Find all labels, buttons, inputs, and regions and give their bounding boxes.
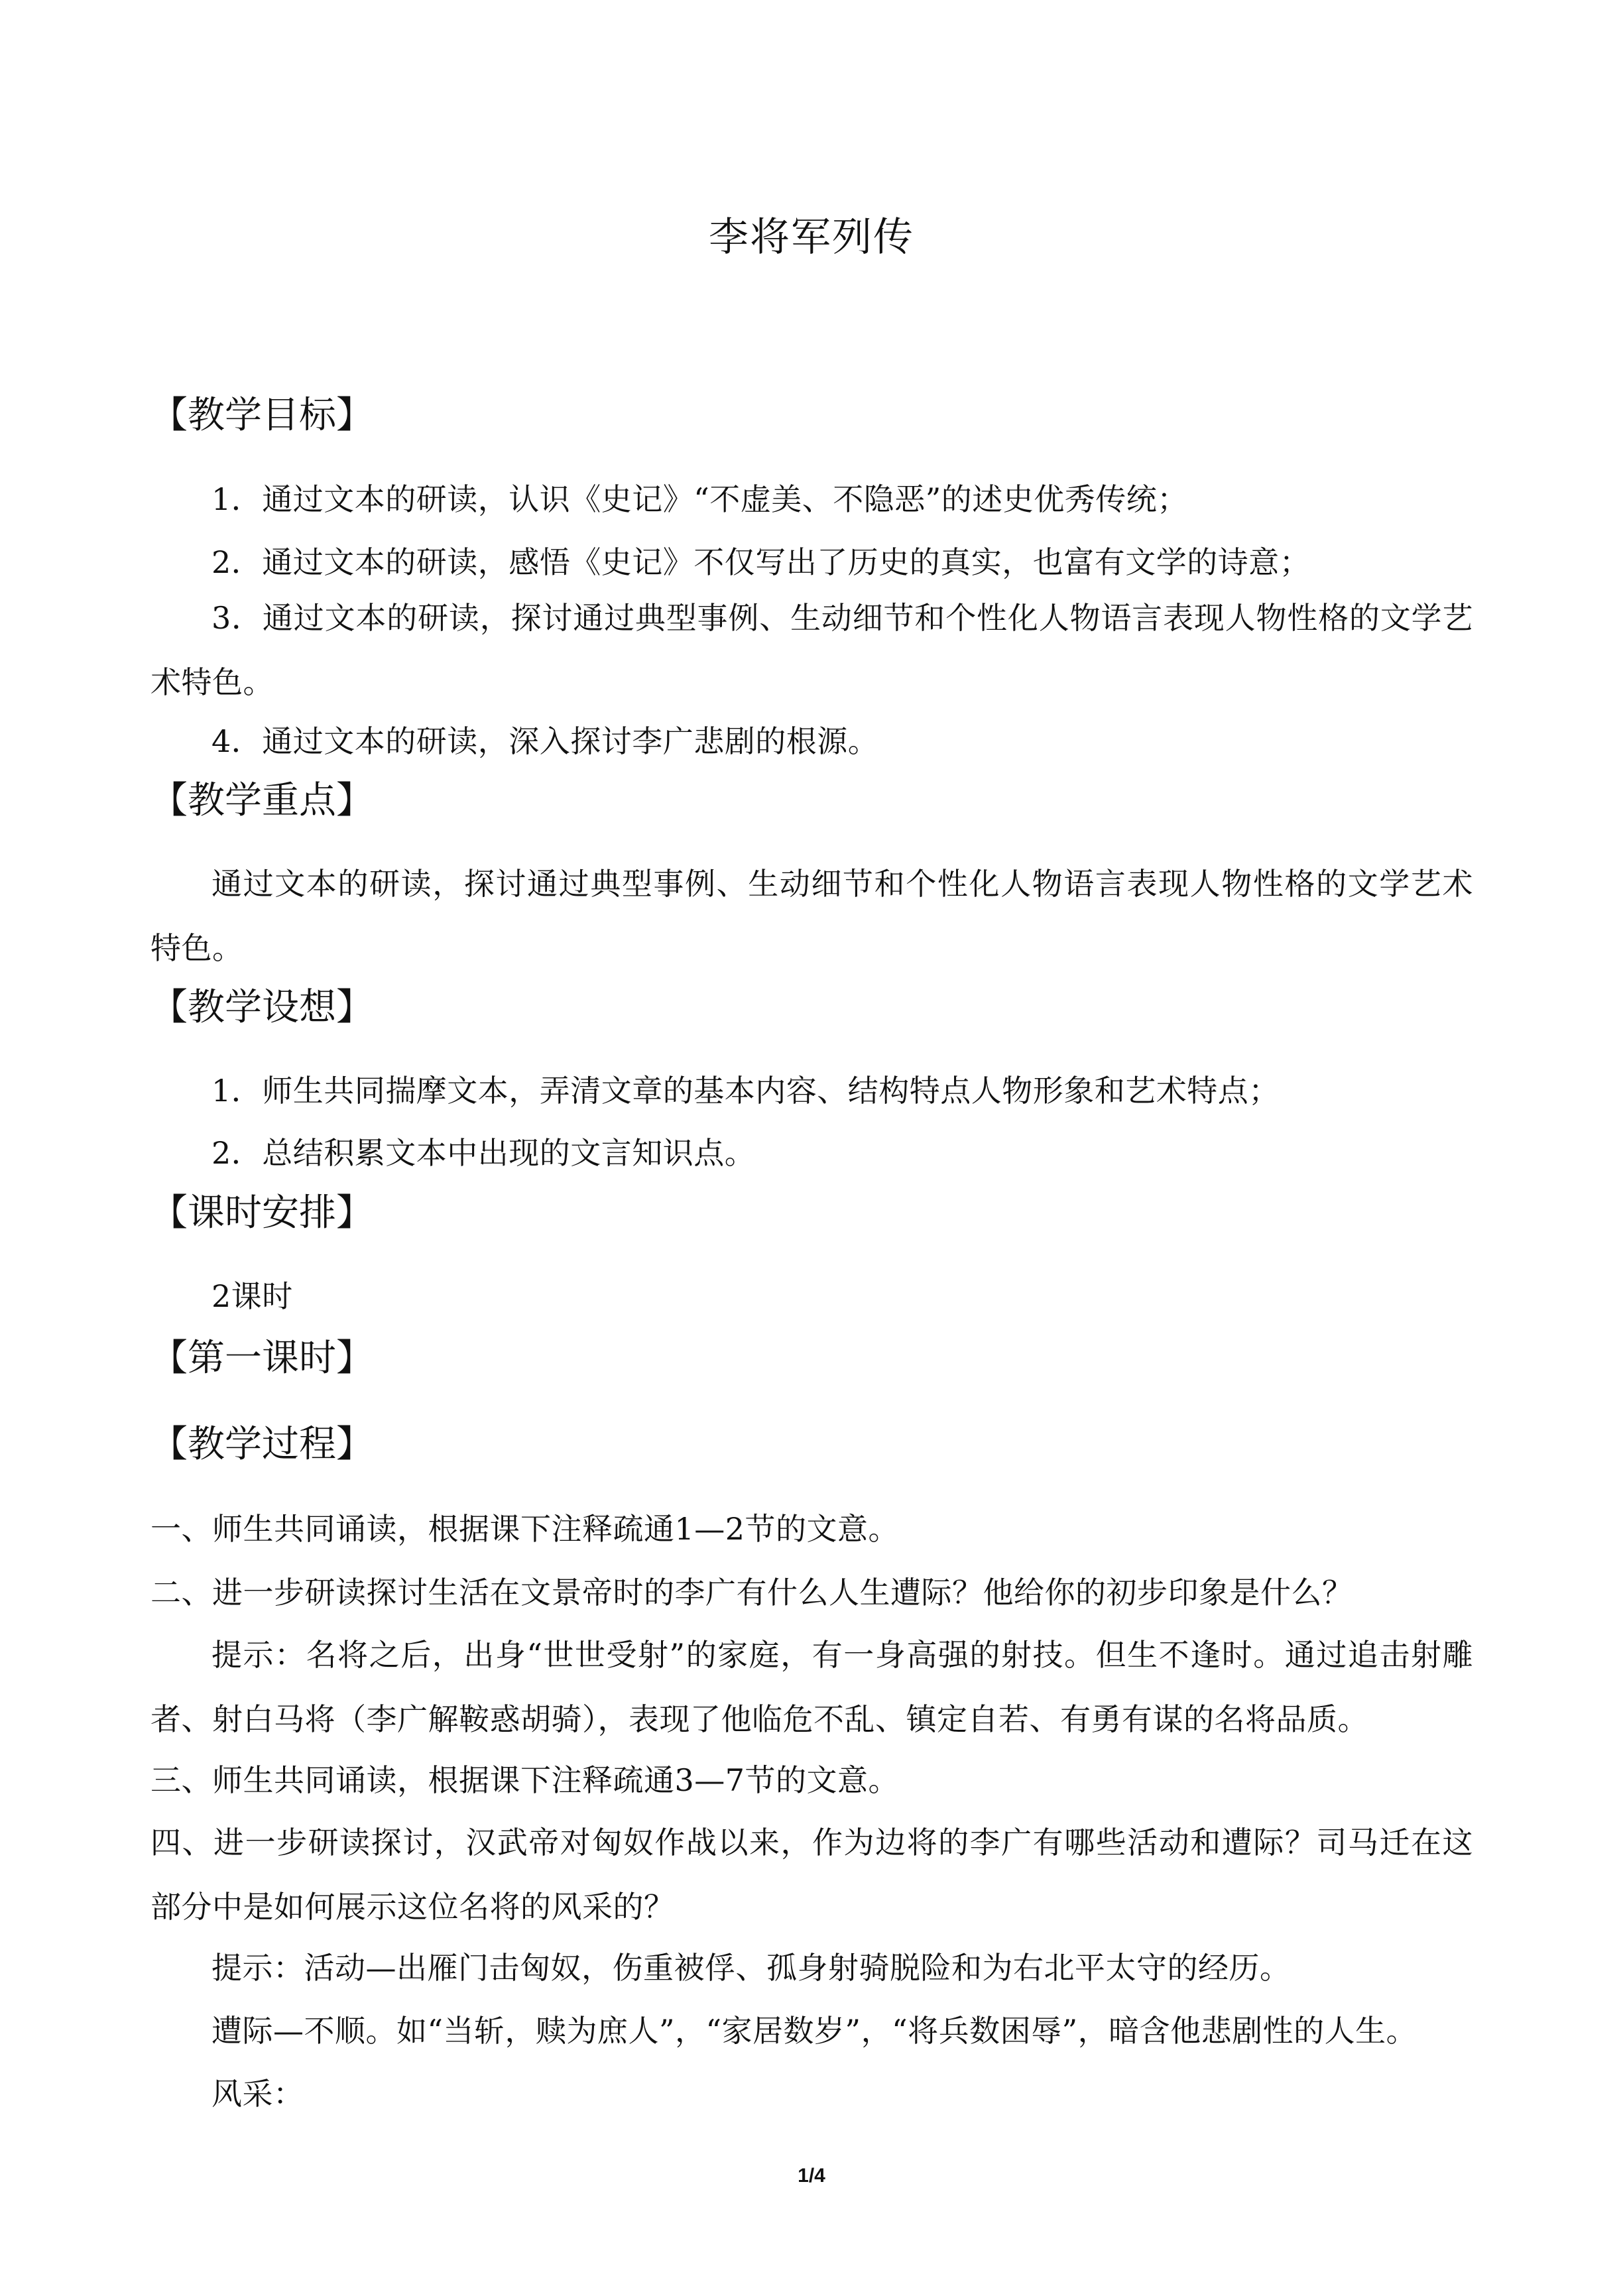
process-item: 一、师生共同诵读，根据课下注释疏通1—2节的文意。 bbox=[150, 1511, 900, 1547]
document-title: 李将军列传 bbox=[709, 214, 914, 261]
objectives-heading: 【教学目标】 bbox=[150, 394, 373, 437]
key-points-heading: 【教学重点】 bbox=[150, 779, 373, 822]
process-item: 三、师生共同诵读，根据课下注释疏通3—7节的文意。 bbox=[150, 1762, 900, 1798]
objective-item: 3．通过文本的研读，探讨通过典型事例、生动细节和个性化人物语言表现人物性格的文学艺术特色。 bbox=[150, 600, 1473, 700]
process-hint: 提示：活动—出雁门击匈奴，伤重被俘、孤身射骑脱险和为右北平太守的经历。 bbox=[211, 1950, 1291, 1986]
process-item: 四、进一步研读探讨，汉武帝对匈奴作战以来，作为边将的李广有哪些活动和遭际？司马迁在这部分中是如何展示这位名将的风采的？ bbox=[150, 1825, 1473, 1925]
lesson1-heading: 【第一课时】 bbox=[150, 1337, 373, 1380]
process-item: 二、进一步研读探讨生活在文景帝时的李广有什么人生遭际？他给你的初步印象是什么？ bbox=[150, 1575, 1353, 1610]
process-hint: 遭际—不顺。如“当斩，赎为庶人”，“家居数岁”，“将兵数困辱”，暗含他悲剧性的人生。 bbox=[211, 2013, 1417, 2049]
design-heading: 【教学设想】 bbox=[150, 986, 373, 1029]
process-hint: 风采： bbox=[211, 2076, 304, 2112]
key-points-text: 通过文本的研读，探讨通过典型事例、生动细节和个性化人物语言表现人物性格的文学艺术特色。 bbox=[150, 866, 1473, 966]
objective-item: 2．通过文本的研读，感悟《史记》不仅写出了历史的真实，也富有文学的诗意； bbox=[211, 544, 1311, 580]
schedule-heading: 【课时安排】 bbox=[150, 1191, 373, 1235]
objective-item: 1．通过文本的研读，认识《史记》“不虚美、不隐恶”的述史优秀传统； bbox=[211, 481, 1188, 517]
page-number: 1/4 bbox=[798, 2165, 825, 2187]
design-item: 2．总结积累文本中出现的文言知识点。 bbox=[211, 1135, 756, 1171]
objective-item: 4．通过文本的研读，深入探讨李广悲剧的根源。 bbox=[211, 723, 879, 759]
design-item: 1．师生共同揣摩文本，弄清文章的基本内容、结构特点人物形象和艺术特点； bbox=[211, 1073, 1280, 1109]
process-heading: 【教学过程】 bbox=[150, 1423, 373, 1466]
schedule-text: 2课时 bbox=[211, 1278, 293, 1314]
process-hint: 提示：名将之后，出身“世世受射”的家庭，有一身高强的射技。但生不逢时。通过追击射雕者、射白马将（李广解鞍惑胡骑），表现了他临危不乱、镇定自若、有勇有谋的名将品质。 bbox=[150, 1637, 1473, 1737]
